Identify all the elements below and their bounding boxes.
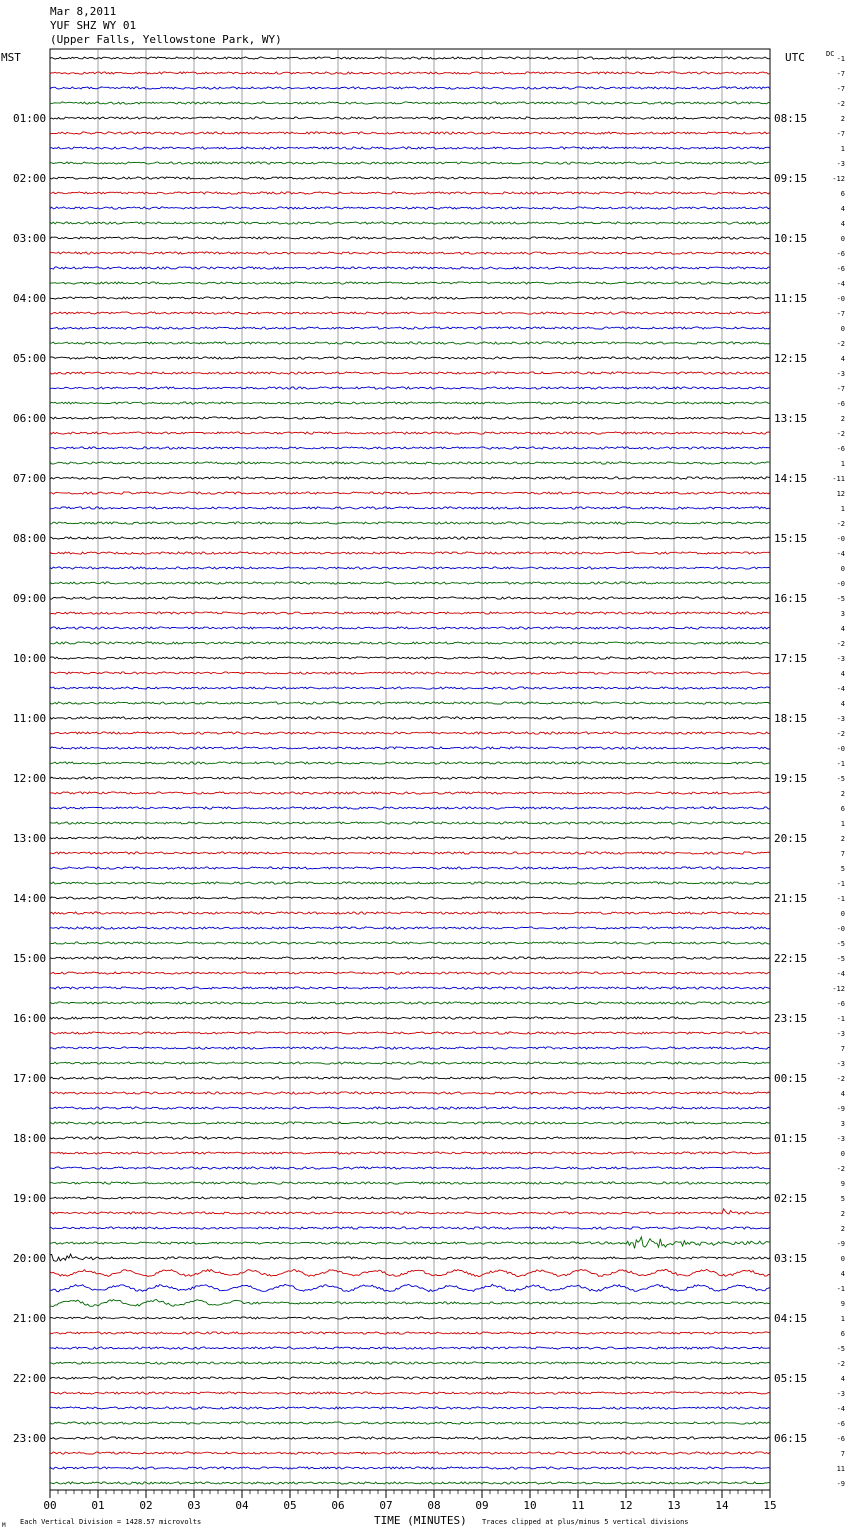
seismic-trace	[50, 987, 770, 989]
mst-hour-label: 14:00	[13, 892, 47, 905]
seismic-trace	[50, 897, 770, 899]
dc-offset-label: 2	[840, 790, 845, 798]
dc-offset-label: -4	[836, 1405, 845, 1413]
seismic-trace	[50, 927, 770, 929]
utc-hour-label: 16:15	[774, 592, 808, 605]
dc-offset-label: -4	[836, 970, 845, 978]
seismic-trace	[50, 1284, 770, 1291]
mst-hour-label: 20:00	[13, 1252, 47, 1265]
dc-offset-label: -0	[836, 925, 845, 933]
dc-offset-label: -4	[836, 280, 845, 288]
dc-offset-label: -1	[836, 760, 845, 768]
dc-offset-label: -9	[836, 1480, 845, 1488]
dc-offset-label: -6	[836, 400, 845, 408]
mst-hour-label: 18:00	[13, 1132, 47, 1145]
seismic-trace	[50, 102, 770, 104]
dc-offset-label: 4	[840, 670, 845, 678]
seismic-trace	[50, 1092, 770, 1094]
dc-offset-label: 5	[840, 1195, 845, 1203]
seismic-trace	[50, 912, 770, 914]
dc-offset-label: -7	[836, 70, 845, 78]
utc-axis-label: UTC	[785, 51, 805, 64]
seismic-trace	[50, 807, 770, 809]
seismic-trace	[50, 432, 770, 434]
seismic-trace	[50, 1422, 770, 1424]
dc-offset-label: -12	[832, 985, 845, 993]
utc-hour-label: 03:15	[774, 1252, 808, 1265]
seismic-trace	[50, 72, 770, 74]
dc-offset-label: -3	[836, 655, 845, 663]
seismic-trace	[50, 237, 770, 239]
utc-hour-label: 10:15	[774, 232, 808, 245]
seismic-trace	[50, 732, 770, 734]
dc-offset-label: 4	[840, 1375, 845, 1383]
seismic-trace	[50, 1017, 770, 1019]
seismic-trace	[50, 252, 770, 254]
seismic-trace	[50, 207, 770, 209]
dc-offset-label: 6	[840, 190, 845, 198]
seismic-trace	[50, 1377, 770, 1379]
seismic-trace	[50, 642, 770, 644]
seismic-trace	[50, 162, 770, 164]
dc-offset-label: 7	[840, 1045, 845, 1053]
seismic-trace	[50, 1107, 770, 1109]
dc-offset-label: 1	[840, 505, 845, 513]
dc-offset-label: -5	[836, 595, 845, 603]
mst-hour-label: 15:00	[13, 952, 47, 965]
utc-hour-label: 01:15	[774, 1132, 808, 1145]
dc-offset-label: -12	[832, 175, 845, 183]
mst-hour-label: 01:00	[13, 112, 47, 125]
utc-hour-label: 14:15	[774, 472, 808, 485]
seismic-trace	[50, 1002, 770, 1004]
dc-offset-label: -2	[836, 640, 845, 648]
seismic-trace	[50, 1197, 770, 1199]
dc-offset-label: -0	[836, 580, 845, 588]
mst-hour-label: 13:00	[13, 832, 47, 845]
seismic-trace	[50, 477, 770, 479]
seismic-trace	[50, 567, 770, 569]
axis-labels	[13, 55, 845, 1512]
utc-hour-label: 02:15	[774, 1192, 808, 1205]
seismic-trace	[50, 612, 770, 614]
seismic-trace	[50, 417, 770, 419]
utc-hour-label: 18:15	[774, 712, 808, 725]
seismic-trace	[50, 1482, 770, 1484]
dc-offset-label: 4	[840, 1270, 845, 1278]
seismic-trace	[50, 717, 770, 719]
mst-hour-label: 11:00	[13, 712, 47, 725]
x-tick-label: 13	[667, 1499, 681, 1512]
mst-hour-label: 19:00	[13, 1192, 47, 1205]
seismic-trace	[50, 1167, 770, 1169]
dc-offset-label: 7	[840, 850, 845, 858]
seismic-trace	[50, 87, 770, 89]
dc-offset-label: 2	[840, 415, 845, 423]
dc-offset-label: -2	[836, 520, 845, 528]
plot-frame	[50, 49, 770, 1490]
dc-offset-label: -1	[836, 880, 845, 888]
dc-offset-label: 4	[840, 220, 845, 228]
seismic-trace	[50, 777, 770, 779]
mst-hour-label: 05:00	[13, 352, 47, 365]
mst-hour-label: 03:00	[13, 232, 47, 245]
dc-offset-label: -2	[836, 1075, 845, 1083]
seismic-trace	[50, 327, 770, 329]
seismic-trace	[50, 522, 770, 524]
dc-offset-label: -6	[836, 1420, 845, 1428]
dc-offset-label: -3	[836, 370, 845, 378]
seismic-trace	[50, 1237, 770, 1249]
seismic-trace	[50, 657, 770, 659]
dc-offset-label: 4	[840, 355, 845, 363]
dc-offset-label: -6	[836, 445, 845, 453]
dc-offset-label: 6	[840, 1330, 845, 1338]
dc-offset-label: -0	[836, 535, 845, 543]
dc-offset-label: 9	[840, 1180, 845, 1188]
seismic-trace	[50, 1227, 770, 1229]
seismic-trace	[50, 627, 770, 629]
utc-hour-label: 20:15	[774, 832, 808, 845]
seismic-trace	[50, 357, 770, 359]
seismic-trace	[50, 672, 770, 674]
seismic-trace	[50, 402, 770, 404]
clip-note: Traces clipped at plus/minus 5 vertical divisions	[482, 1518, 689, 1526]
dc-offset-label: -5	[836, 955, 845, 963]
x-tick-label: 12	[619, 1499, 633, 1512]
dc-offset-label: -4	[836, 550, 845, 558]
dc-offset-label: -0	[836, 745, 845, 753]
seismic-trace	[50, 297, 770, 299]
dc-offset-label: -2	[836, 430, 845, 438]
mst-hour-label: 08:00	[13, 532, 47, 545]
seismic-trace	[50, 597, 770, 599]
dc-offset-label: -9	[836, 1105, 845, 1113]
x-tick-label: 11	[571, 1499, 585, 1512]
seismic-trace	[50, 1362, 770, 1364]
x-tick-label: 06	[331, 1499, 345, 1512]
dc-offset-label: -7	[836, 85, 845, 93]
seismic-trace	[50, 1300, 770, 1307]
scale-note: Each Vertical Division = 1428.57 microvolts	[20, 1518, 202, 1526]
seismic-trace	[50, 867, 770, 869]
seismic-trace	[50, 957, 770, 959]
seismic-trace	[50, 342, 770, 344]
mst-hour-label: 04:00	[13, 292, 47, 305]
dc-offset-label: 1	[840, 460, 845, 468]
seismic-trace	[50, 822, 770, 824]
utc-hour-label: 19:15	[774, 772, 808, 785]
utc-hour-label: 04:15	[774, 1312, 808, 1325]
dc-offset-label: -3	[836, 160, 845, 168]
seismic-trace	[50, 147, 770, 149]
dc-offset-label: -5	[836, 775, 845, 783]
x-tick-label: 14	[715, 1499, 729, 1512]
dc-offset-label: -3	[836, 715, 845, 723]
x-tick-label: 02	[139, 1499, 153, 1512]
dc-offset-label: 0	[840, 1255, 845, 1263]
dc-offset-label: -1	[836, 1015, 845, 1023]
mst-hour-label: 09:00	[13, 592, 47, 605]
dc-offset-label: 2	[840, 1210, 845, 1218]
seismic-traces	[50, 57, 770, 1484]
seismic-trace	[50, 1347, 770, 1349]
station-location: (Upper Falls, Yellowstone Park, WY)	[50, 33, 282, 46]
mst-hour-label: 06:00	[13, 412, 47, 425]
dc-offset-label: 11	[836, 1465, 845, 1473]
utc-hour-label: 12:15	[774, 352, 808, 365]
seismic-trace	[50, 1077, 770, 1079]
seismic-trace	[50, 312, 770, 314]
seismic-trace	[50, 57, 770, 59]
dc-offset-label: 12	[836, 490, 845, 498]
seismic-trace	[50, 1182, 770, 1184]
dc-offset-label: 1	[840, 1315, 845, 1323]
dc-offset-label: -3	[836, 1030, 845, 1038]
seismic-trace	[50, 1317, 770, 1319]
x-tick-label: 07	[379, 1499, 393, 1512]
seismic-trace	[50, 747, 770, 749]
dc-offset-label: 4	[840, 205, 845, 213]
seismic-trace	[50, 1209, 770, 1214]
seismic-trace	[50, 852, 770, 854]
mst-hour-label: 10:00	[13, 652, 47, 665]
dc-offset-label: 9	[840, 1300, 845, 1308]
seismic-trace	[50, 582, 770, 584]
dc-offset-label: 3	[840, 610, 845, 618]
dc-offset-label: -6	[836, 250, 845, 258]
seismic-trace	[50, 702, 770, 704]
dc-offset-label: -1	[836, 1285, 845, 1293]
dc-offset-label: -9	[836, 1240, 845, 1248]
seismic-trace	[50, 1452, 770, 1454]
x-tick-label: 04	[235, 1499, 249, 1512]
dc-offset-label: -7	[836, 385, 845, 393]
dc-offset-label: -2	[836, 1165, 845, 1173]
seismic-trace	[50, 132, 770, 134]
dc-offset-label: -3	[836, 1060, 845, 1068]
dc-offset-label: -3	[836, 1135, 845, 1143]
seismic-trace	[50, 882, 770, 884]
utc-hour-label: 15:15	[774, 532, 808, 545]
seismic-trace	[50, 762, 770, 764]
x-tick-label: 03	[187, 1499, 201, 1512]
dc-offset-label: 1	[840, 145, 845, 153]
x-tick-label: 08	[427, 1499, 441, 1512]
x-tick-label: 09	[475, 1499, 489, 1512]
mst-hour-label: 23:00	[13, 1432, 47, 1445]
seismic-trace	[50, 972, 770, 974]
x-tick-label: 00	[43, 1499, 57, 1512]
seismic-trace	[50, 507, 770, 509]
seismic-trace	[50, 1152, 770, 1154]
seismic-trace	[50, 1269, 770, 1276]
dc-offset-label: -6	[836, 1435, 845, 1443]
dc-offset-label: -3	[836, 1390, 845, 1398]
utc-hour-label: 09:15	[774, 172, 808, 185]
dc-offset-label: -6	[836, 1000, 845, 1008]
seismic-trace	[50, 222, 770, 224]
dc-offset-label: -7	[836, 130, 845, 138]
mst-hour-label: 17:00	[13, 1072, 47, 1085]
dc-label: DC	[826, 50, 835, 58]
utc-hour-label: 21:15	[774, 892, 808, 905]
dc-offset-label: -5	[836, 940, 845, 948]
seismic-trace	[50, 372, 770, 374]
seismic-trace	[50, 1122, 770, 1124]
utc-hour-label: 00:15	[774, 1072, 808, 1085]
dc-offset-label: 2	[840, 835, 845, 843]
seismic-trace	[50, 177, 770, 179]
mst-hour-label: 16:00	[13, 1012, 47, 1025]
dc-offset-label: 0	[840, 235, 845, 243]
utc-hour-label: 17:15	[774, 652, 808, 665]
utc-hour-label: 23:15	[774, 1012, 808, 1025]
dc-offset-label: -2	[836, 340, 845, 348]
mst-hour-label: 02:00	[13, 172, 47, 185]
utc-hour-label: 11:15	[774, 292, 808, 305]
seismic-trace	[50, 267, 770, 269]
dc-offset-label: 4	[840, 1090, 845, 1098]
seismic-trace	[50, 492, 770, 494]
seismic-trace	[50, 1254, 770, 1261]
dc-offset-label: -5	[836, 1345, 845, 1353]
seismic-trace	[50, 1332, 770, 1334]
corner-mark: M	[2, 1522, 6, 1529]
dc-offset-label: 4	[840, 625, 845, 633]
dc-offset-label: -1	[836, 55, 845, 63]
x-tick-label: 01	[91, 1499, 105, 1512]
seismic-trace	[50, 1062, 770, 1064]
utc-hour-label: 13:15	[774, 412, 808, 425]
seismic-trace	[50, 792, 770, 794]
station-code: YUF SHZ WY 01	[50, 19, 137, 32]
dc-offset-label: 0	[840, 325, 845, 333]
seismic-trace	[50, 1437, 770, 1439]
x-axis-title: TIME (MINUTES)	[374, 1514, 467, 1527]
mst-hour-label: 22:00	[13, 1372, 47, 1385]
seismic-trace	[50, 1392, 770, 1394]
seismic-trace	[50, 387, 770, 389]
dc-offset-label: -11	[832, 475, 845, 483]
seismic-trace	[50, 1032, 770, 1034]
plot-date: Mar 8,2011	[50, 5, 117, 18]
seismic-trace	[50, 687, 770, 689]
dc-offset-label: -1	[836, 895, 845, 903]
dc-offset-label: -2	[836, 100, 845, 108]
utc-hour-label: 06:15	[774, 1432, 808, 1445]
seismic-trace	[50, 192, 770, 194]
seismic-trace	[50, 1047, 770, 1049]
dc-offset-label: 2	[840, 115, 845, 123]
mst-axis-label: MST	[1, 51, 21, 64]
utc-hour-label: 08:15	[774, 112, 808, 125]
mst-hour-label: 21:00	[13, 1312, 47, 1325]
x-tick-label: 10	[523, 1499, 537, 1512]
seismic-trace	[50, 447, 770, 449]
x-tick-label: 15	[763, 1499, 777, 1512]
seismic-trace	[50, 462, 770, 464]
dc-offset-label: -2	[836, 730, 845, 738]
dc-offset-label: -7	[836, 310, 845, 318]
seismic-trace	[50, 552, 770, 554]
dc-offset-label: 7	[840, 1450, 845, 1458]
dc-offset-label: 0	[840, 910, 845, 918]
seismic-trace	[50, 1137, 770, 1139]
dc-offset-label: 0	[840, 1150, 845, 1158]
mst-hour-label: 07:00	[13, 472, 47, 485]
seismic-trace	[50, 282, 770, 284]
seismic-trace	[50, 1467, 770, 1469]
dc-offset-label: -6	[836, 265, 845, 273]
seismic-trace	[50, 537, 770, 539]
seismic-trace	[50, 942, 770, 944]
dc-offset-label: 2	[840, 1225, 845, 1233]
dc-offset-label: 0	[840, 565, 845, 573]
dc-offset-label: 5	[840, 865, 845, 873]
utc-hour-label: 22:15	[774, 952, 808, 965]
seismic-trace	[50, 837, 770, 839]
seismic-trace	[50, 117, 770, 119]
dc-offset-label: -0	[836, 295, 845, 303]
x-tick-label: 05	[283, 1499, 297, 1512]
dc-offset-label: 1	[840, 820, 845, 828]
utc-hour-label: 05:15	[774, 1372, 808, 1385]
dc-offset-label: 3	[840, 1120, 845, 1128]
dc-offset-label: -4	[836, 685, 845, 693]
dc-offset-label: 4	[840, 700, 845, 708]
seismic-trace	[50, 1407, 770, 1409]
dc-offset-label: 6	[840, 805, 845, 813]
mst-hour-label: 12:00	[13, 772, 47, 785]
dc-offset-label: -2	[836, 1360, 845, 1368]
